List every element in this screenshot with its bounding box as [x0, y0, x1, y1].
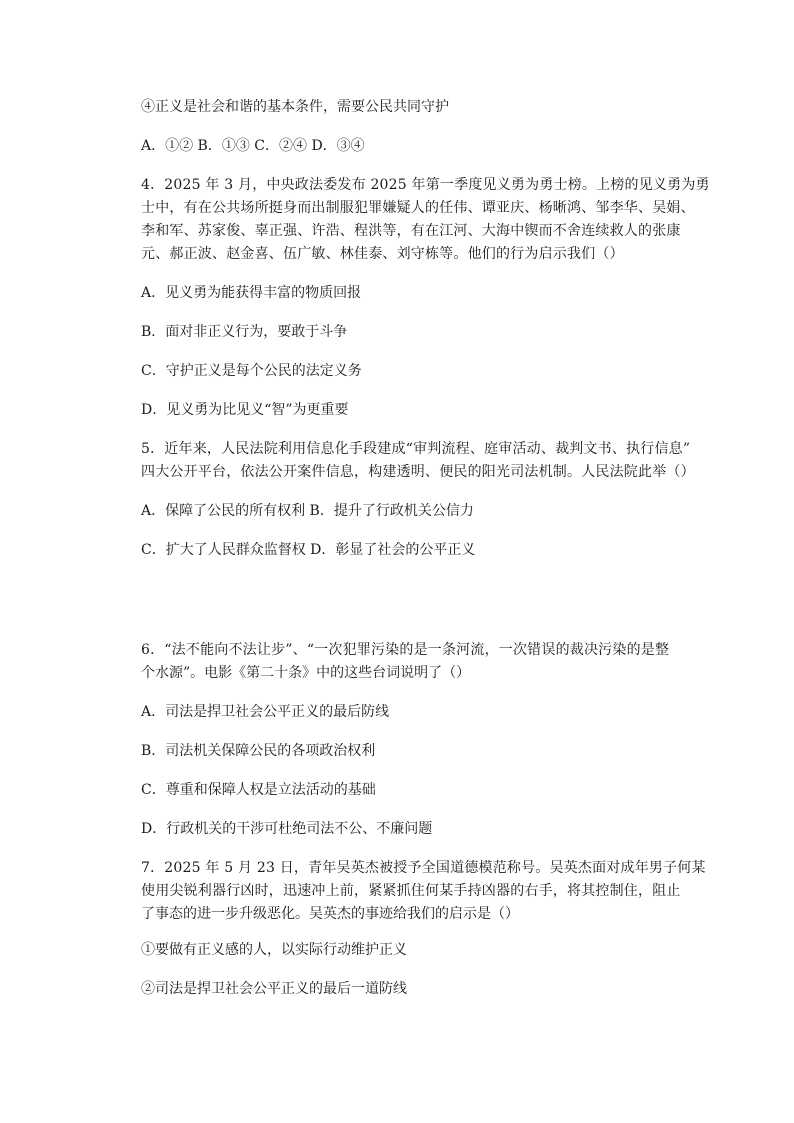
question-6-option-d: D．行政机关的干涉可杜绝司法不公、不廉问题 [141, 821, 433, 837]
question-7-line-1: 7．2025 年 5 月 23 日，青年吴英杰被授予全国道德模范称号。吴英杰面对成年男子何某 [141, 860, 706, 876]
option-statement-4: ④正义是社会和谐的基本条件，需要公民共同守护 [141, 99, 449, 115]
question-4-option-d: D．见义勇为比见义“智”为更重要 [141, 402, 349, 418]
question-7-line-2: 使用尖锐利器行凶时，迅速冲上前，紧紧抓住何某手持凶器的右手，将其控制住，阻止 [141, 883, 681, 899]
question-6-line-2: 个水源”。电影《第二十条》中的这些台词说明了（） [141, 665, 471, 681]
question-4-option-c: C．守护正义是每个公民的法定义务 [141, 363, 362, 379]
question-4-option-b: B．面对非正义行为，要敢于斗争 [141, 324, 348, 340]
question-7-line-3: 了事态的进一步升级恶化。吴英杰的事迹给我们的启示是（） [141, 906, 519, 922]
question-7-statement-1: ①要做有正义感的人，以实际行动维护正义 [141, 942, 407, 958]
question-5-options-cd: C．扩大了人民群众监督权 D．彰显了社会的公平正义 [141, 542, 476, 558]
question-6-option-b: B．司法机关保障公民的各项政治权利 [141, 743, 376, 759]
question-5-line-2: 四大公开平台，依法公开案件信息，构建透明、便民的阳光司法机制。人民法院此举（） [141, 464, 695, 480]
answer-choices-q3: A．①② B．①③ C．②④ D．③④ [141, 138, 365, 154]
question-4-option-a: A．见义勇为能获得丰富的物质回报 [141, 285, 362, 301]
question-5-line-1: 5．近年来，人民法院利用信息化手段建成“审判流程、庭审活动、裁判文书、执行信息” [141, 441, 691, 457]
question-7-statement-2: ②司法是捍卫社会公平正义的最后一道防线 [141, 981, 407, 997]
question-4-line-3: 李和军、苏家俊、辜正强、许浩、程洪等，有在江河、大海中锲而不舍连续救人的张康 [141, 223, 681, 239]
question-6-line-1: 6．“法不能向不法让步”、“一次犯罪污染的是一条河流，一次错误的裁决污染的是整 [141, 642, 670, 658]
question-5-options-ab: A．保障了公民的所有权利 B．提升了行政机关公信力 [141, 503, 474, 519]
question-4-line-4: 元、郝正波、赵金喜、伍广敏、林佳泰、刘守栋等。他们的行为启示我们（） [141, 246, 624, 262]
question-4-line-1: 4．2025 年 3 月，中央政法委发布 2025 年第一季度见义勇为勇士榜。上榜的见义勇为勇 [141, 177, 710, 193]
question-4-line-2: 士中，有在公共场所挺身而出制服犯罪嫌疑人的任伟、谭亚庆、杨晰鸿、邹李华、吴娟、 [141, 200, 695, 216]
question-6-option-a: A．司法是捍卫社会公平正义的最后防线 [141, 704, 390, 720]
question-6-option-c: C．尊重和保障人权是立法活动的基础 [141, 782, 376, 798]
